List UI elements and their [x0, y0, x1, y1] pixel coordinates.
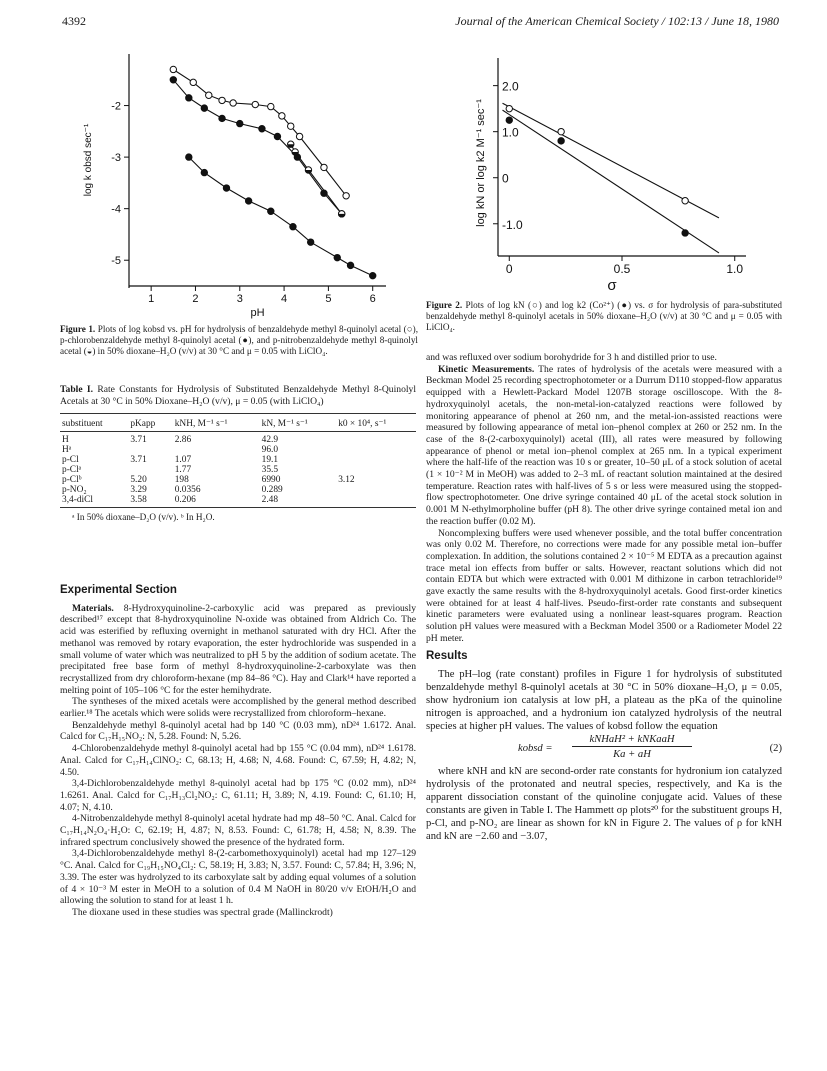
- data-point-filled: [219, 115, 225, 121]
- table-row: [60, 432, 416, 446]
- paragraph-text: 4-Nitrobenzaldehyde methyl 8-quinolyl acetal hydrate had mp 48–50 °C. Anal. Calcd for C₁₇H₁₄N₂O₄·H₂O: C, 62.19; H, 4.87; N, 8.53. Found: C, 61.78; H, 4.58; N, 8.39. The infrared spectrum conclusively showed the presence of the hydrated form.: [60, 813, 416, 848]
- x-axis-label: σ: [607, 277, 617, 294]
- table-row: [60, 475, 416, 485]
- right-column-text: [426, 352, 782, 843]
- table-cell: 3.12: [338, 475, 355, 486]
- data-point-filled: [370, 272, 376, 278]
- data-point-filled: [201, 169, 207, 175]
- table-cell: 6990: [261, 475, 281, 486]
- data-point-filled: [274, 133, 280, 139]
- y-tick-label: -1.0: [502, 217, 523, 232]
- equation-denominator: Ka + aH: [613, 749, 651, 761]
- x-tick-label: 2: [192, 293, 199, 305]
- table-row: [60, 495, 416, 505]
- fit-curve: [173, 70, 346, 196]
- table-cell: 42.9: [261, 435, 279, 446]
- table-cell: [336, 432, 416, 446]
- y-tick-label: -5: [111, 255, 121, 268]
- table-cell: 0.206: [174, 495, 196, 506]
- data-point-filled: [558, 138, 564, 144]
- table-cell: [336, 445, 416, 455]
- data-point-open: [288, 123, 294, 129]
- table-cell: [173, 445, 260, 455]
- paragraph-text: 3,4-Dichlorobenzaldehyde methyl 8-(2-carbomethoxyquinolyl) acetal had mp 127–129 °C. Anal. Calcd for C₁₉H₁₅NO₄Cl₂: C, 58.19; H, 3.83; N, 3.57. Found: C, 57.84; H, 3.96; N, 3.39. The ester was hydrolyzed to its carboxylate salt by adding equal volumes of a solution of 4 × 10⁻³ M ester in MeOH to a solution of 0.4 M NaOH in 80/20 v/v EtOH/H₂O and allowing the solution to stand for at least 1 h.: [60, 848, 416, 907]
- table-cell: [128, 445, 172, 455]
- data-point-filled: [245, 198, 251, 204]
- paragraph-runin-heading: Materials.: [72, 602, 114, 614]
- table-1-title-label: Table I.: [60, 384, 94, 395]
- data-point-open: [321, 164, 327, 170]
- page-number: 4392: [62, 14, 86, 28]
- table-cell: 96.0: [261, 445, 279, 456]
- paragraph-text: Noncomplexing buffers were used whenever possible, and the total buffer concentration was only 0.02 M. Therefore, no corrections were made for any possible metal ion–buffer complexation. In addition, the solutions contained 2 × 10⁻⁵ M EDTA as a precaution against trace metal ion effects from buffer or salts. However, reactant solutions which did not contain EDTA but which were extracted with 0.001 M dithizone in carbon tetrachloride¹⁹ gave exactly the same results with the 8-hydroxyquinolyl acetals. Good first-order kinetics were obtained for at least 4 half-lives. Pseudo-first-order rate constants and subsequent kinetic parameters were evaluated using a nonlinear least-squares program. Reaction solution pH values were measured with a Beckman Model 3500 or a Radiometer Model 22 pH meter.: [426, 527, 782, 644]
- data-point-filled: [223, 185, 229, 191]
- table-cell: 0.289: [261, 485, 283, 496]
- data-point-filled: [237, 120, 243, 126]
- table-cell: [336, 455, 416, 465]
- table-cell: p-Cl: [62, 455, 79, 466]
- table-cell: 198: [174, 475, 189, 486]
- paragraph: [60, 778, 416, 813]
- x-tick-label: 5: [325, 293, 332, 305]
- table-1-title-text: Rate Constants for Hydrolysis of Substituted Benzaldehyde Methyl 8-Quinolyl Acetals at 30 °C in 50% Dioxane–H₂O (v/v), μ = 0.05 (with LiClO₄): [60, 384, 416, 407]
- paragraph-text: The dioxane used in these studies was spectral grade (Mallinckrodt): [72, 906, 333, 918]
- data-point-filled: [290, 224, 296, 230]
- paragraph: where kNH and kN are second-order rate constants for hydronium ion catalyzed hydrolysis of the protonated and neutral species, respectively, and Ka is the apparent dissociation constant of the quinoline conjugate acid. Values of these constants are given in Table I. The Hammett σρ plots²⁰ for the substituent groups H, p-Cl, and p-NO₂ are linear as shown for kN in Figure 2. The values of ρ for kNH and kN are −2.60 and −3.07,: [426, 766, 782, 843]
- paragraph: [426, 364, 782, 528]
- table-row: [60, 485, 416, 495]
- table-1-footnote: ᵃ In 50% dioxane–D₂O (v/v). ᵇ In H₂O.: [72, 512, 215, 523]
- x-tick-label: 3: [236, 293, 243, 305]
- figure-2-caption: [426, 300, 782, 334]
- y-tick-label: -2: [111, 100, 121, 113]
- data-point-open: [170, 66, 176, 72]
- data-point-filled: [186, 95, 192, 101]
- y-tick-label: -4: [111, 203, 121, 216]
- table-cell: p-NO₂: [62, 485, 87, 496]
- paragraph: [60, 743, 416, 778]
- paragraph: [60, 813, 416, 848]
- data-point-filled: [682, 230, 688, 236]
- table-cell: H: [62, 435, 69, 446]
- table-1: [60, 384, 416, 523]
- paragraph: [60, 696, 416, 719]
- table-row: [60, 465, 416, 475]
- paragraph: [60, 907, 416, 919]
- figure-1-caption-label: Figure 1.: [60, 324, 96, 334]
- table-cell: 3.58: [130, 495, 147, 506]
- data-point-open: [206, 92, 212, 98]
- table-cell: 35.5: [261, 465, 279, 476]
- data-point-open: [506, 105, 512, 111]
- data-point-open: [558, 128, 564, 134]
- data-point-filled: [347, 262, 353, 268]
- data-point-open: [343, 193, 349, 199]
- table-cell: 0.0356: [174, 485, 201, 496]
- figure-1-caption-text: Plots of log kobsd vs. pH for hydrolysis of benzaldehyde methyl 8-quinolyl acetal (○), p-chlorobenzaldehyde methyl 8-quinolyl acetal (●), and p-nitrobenzaldehyde methyl 8-quinolyl acetal (◒) in 50% dioxane–H₂O (v/v) at 30 °C and μ = 0.05 with LiClO₄.: [60, 324, 419, 357]
- data-point-filled: [170, 77, 176, 83]
- table-header: substituent: [62, 419, 103, 430]
- paragraph: and was refluxed over sodium borohydride for 3 h and distilled prior to use.: [426, 352, 717, 363]
- table-cell: Hᵃ: [62, 445, 72, 456]
- data-point-open: [279, 113, 285, 119]
- table-cell: 1.77: [174, 465, 192, 476]
- paragraph-runin-heading: Kinetic Measurements.: [438, 363, 535, 375]
- table-cell: 3.71: [130, 455, 147, 466]
- table-cell: 3,4-diCl: [62, 495, 93, 506]
- figure-2-caption-label: Figure 2.: [426, 300, 463, 310]
- paragraph: [60, 603, 416, 697]
- table-cell: [336, 485, 416, 495]
- table-cell: 1.07: [174, 455, 192, 466]
- table-cell: p-Clᵇ: [62, 475, 82, 486]
- data-point-filled: [334, 254, 340, 260]
- table-cell: [336, 465, 416, 475]
- results-heading: Results: [426, 649, 468, 662]
- paragraph: The pH–log (rate constant) profiles in Figure 1 for hydrolysis of substituted benzaldehyde methyl 8-quinolyl acetals at 30 °C in 50% dioxane–H₂O, μ = 0.05, show hydronium ion catalysis at low pH, a plateau as the pKa of the quinoline nitrogen is approached, and a hydronium ion catalyzed hydrolysis of the neutral species at higher pH values. The values of kobsd follow the equation: [426, 669, 782, 733]
- table-1-title: [60, 384, 416, 407]
- paragraph: [426, 528, 782, 645]
- data-point-filled: [506, 117, 512, 123]
- data-point-open: [219, 97, 225, 103]
- x-tick-label: 6: [369, 293, 376, 305]
- data-point-open: [190, 79, 196, 85]
- paragraph-text: The syntheses of the mixed acetals were accomplished by the general method described earlier.¹⁸ The acetals which were solids were recrystallized from chloroform–hexane.: [60, 696, 416, 720]
- paragraph-text: 8-Hydroxyquinoline-2-carboxylic acid was prepared as previously described¹⁷ except that 8-hydroxyquinoline N-oxide was obtained from Aldrich Co. The acid was esterified by refluxing overnight in methanol saturated with dry HCl. After the methanol was removed by rotary evaporation, the ester hydrochloride was suspended in a small volume of water which was neutralized to pH 5 by the addition of sodium acetate. The precipitated free base form of methyl 8-hydroxyquinoline-2-carboxylate was then recrystallized from dry chloroform-hexane (mp 84–86 °C). Hay and Clark¹⁴ have reported a melting point of 105–106 °C for the ester hemihydrate.: [60, 602, 416, 696]
- data-point-filled: [307, 239, 313, 245]
- table-1-grid: [60, 413, 416, 505]
- paragraph-text: Benzaldehyde methyl 8-quinolyl acetal had bp 140 °C (0.03 mm), nD²⁴ 1.6172. Anal. Calcd for C₁₇H₁₅NO₂: N, 5.28. Found: N, 5.26.: [60, 719, 416, 743]
- x-tick-label: 0: [505, 262, 513, 276]
- table-row: [60, 445, 416, 455]
- y-axis-label: log k obsd sec⁻¹: [83, 123, 94, 197]
- fit-curve: [189, 157, 373, 276]
- equation-2: [426, 733, 782, 765]
- x-tick-label: 1.0: [726, 262, 744, 276]
- figure-1-plot: [60, 40, 416, 322]
- paragraph-text: 3,4-Dichlorobenzaldehyde methyl 8-quinolyl acetal had bp 175 °C (0.02 mm), nD²⁴ 1.6261. Anal. Calcd for C₁₇H₁₃Cl₂NO₂: C, 61.11; H, 3.89; N, 4.19. Found: C, 61.10; H, 4.07; N, 4.10.: [60, 778, 416, 813]
- table-cell: 2.48: [261, 495, 279, 506]
- experimental-heading: Experimental Section: [60, 584, 177, 596]
- x-tick-label: 1: [148, 293, 155, 305]
- table-cell: p-Clᵃ: [62, 465, 82, 476]
- y-tick-label: 0: [502, 171, 509, 186]
- data-point-filled: [186, 154, 192, 160]
- table-cell: 5.20: [130, 475, 147, 486]
- x-tick-label: 0.5: [613, 262, 631, 276]
- equation-lhs: kobsd =: [518, 743, 553, 755]
- data-point-open: [296, 133, 302, 139]
- data-point-open: [268, 103, 274, 109]
- data-point-filled: [321, 190, 327, 196]
- x-tick-label: 4: [281, 293, 288, 305]
- paragraph: [60, 720, 416, 743]
- table-header: kNH, M⁻¹ s⁻¹: [174, 419, 228, 430]
- figure-2-caption-text: Plots of log kN (○) and log k2 (Co²⁺) (●) vs. σ for hydrolysis of para-substituted benzaldehyde methyl 8-quinolyl acetals in 50% dioxane–H₂O (v/v) at 30 °C and μ = 0.05 with LiClO₄.: [426, 300, 783, 333]
- y-axis-label: log kN or log k2 M⁻¹ sec⁻¹: [475, 99, 487, 227]
- equation-number: (2): [769, 743, 782, 755]
- experimental-section: [60, 585, 416, 919]
- fit-curve: [173, 80, 341, 214]
- table-row: [60, 455, 416, 465]
- data-point-filled: [268, 208, 274, 214]
- y-tick-label: 1.0: [502, 125, 519, 140]
- y-tick-label: -3: [111, 152, 121, 165]
- paragraph: [60, 848, 416, 907]
- table-header: k0 × 10⁴, s⁻¹: [338, 419, 387, 430]
- table-cell: [336, 495, 416, 505]
- table-header: kN, M⁻¹ s⁻¹: [261, 419, 308, 430]
- table-cell: 3.29: [130, 485, 147, 496]
- data-point-filled: [259, 126, 265, 132]
- y-tick-label: 2.0: [502, 79, 519, 94]
- equation-numerator: kNHaH² + kNKaaH: [572, 734, 692, 747]
- table-cell: 3.71: [130, 435, 147, 446]
- x-axis-label: pH: [250, 307, 265, 319]
- table-header: pKapp: [130, 419, 156, 430]
- table-cell: [128, 465, 172, 475]
- data-point-open: [252, 101, 258, 107]
- data-point-open: [682, 198, 688, 204]
- journal-header: Journal of the American Chemical Society / 102:13 / June 18, 1980: [455, 14, 779, 28]
- table-cell: 2.86: [174, 435, 192, 446]
- paragraph-text: 4-Chlorobenzaldehyde methyl 8-quinolyl acetal had bp 155 °C (0.04 mm), nD²⁴ 1.6178. Anal. Calcd for C₁₇H₁₄ClNO₂: C, 68.13; H, 4.68; N, 4.68. Found: C, 67.59; H, 4.82; N, 4.50.: [60, 743, 416, 778]
- paragraph-text: The rates of hydrolysis of the acetals were measured with a Beckman Model 25 recording spectrophotometer or a Durrum D110 stopped-flow apparatus equipped with a Hewlett-Packard Model 1207B storage oscilloscope. With the 8-hydroxyquinolyl acetals, the non-metal-ion-catalyzed reactions were followed by monitoring appearance of phenol at 260 nm, and the metal-ion-assisted reactions were measured by following appearance of metal ion–phenol complex at 260 or 252 nm. In the case of the 8-(2-carboxyquinolyl) acetal (III), all rates were measured by following appearance of phenol or metal ion–phenol complex at 265 nm. In a typical experiment where the half-life of the reaction was 10 s or greater, 10–50 μL of a stock solution of acetal (1 × 10⁻² M in MeOH) was added to 2–3 mL of reactant solution maintained at the desired temperature. Reaction rates with half-lives of 5 s or less were measured using the stopped-flow spectrophotometer. One drive syringe contained 40 μL of the acetal stock solution in 0.001 M N-ethylmorpholine buffer (pH 8). The other drive syringe contained metal ion and the reaction buffer (0.02 M).: [426, 363, 782, 527]
- table-cell: 19.1: [261, 455, 279, 466]
- data-point-filled: [201, 105, 207, 111]
- data-point-open: [230, 100, 236, 106]
- figure-2-plot: [426, 40, 782, 300]
- figure-1-caption: [60, 324, 418, 358]
